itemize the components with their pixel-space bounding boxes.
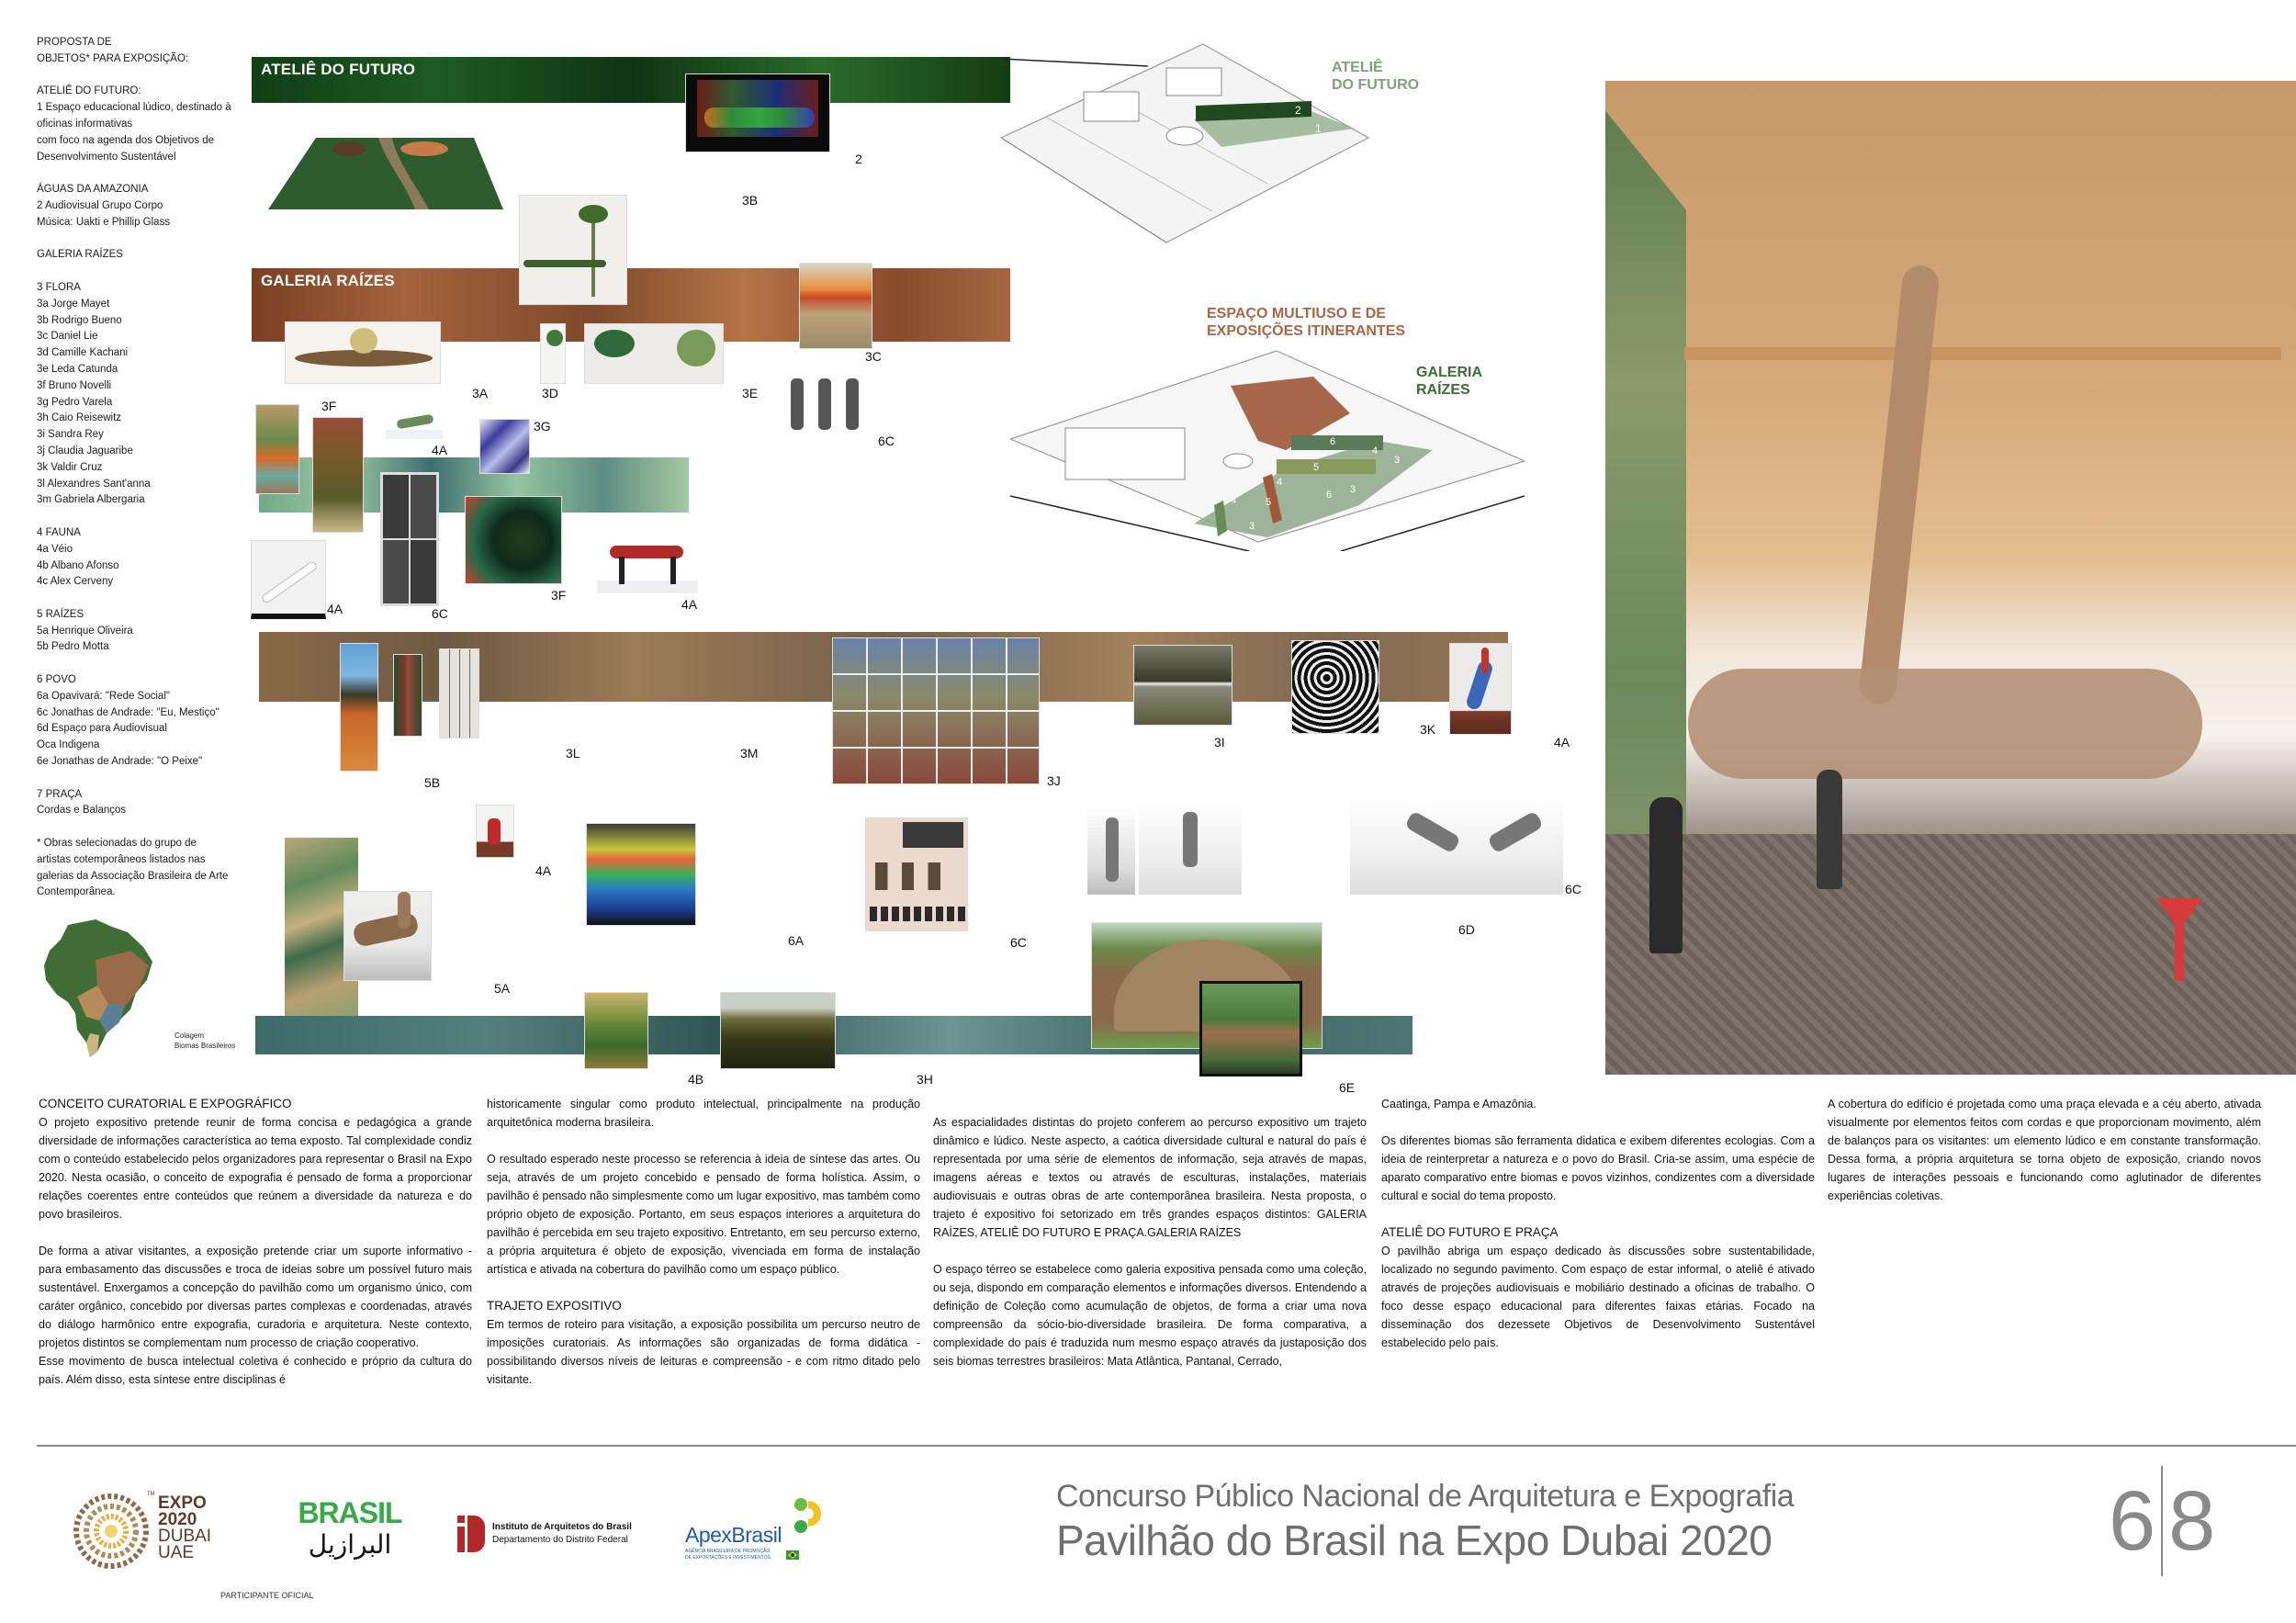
paragraph: Em termos de roteiro para visitação, a exposição possibilita um percurso neutro de imposições curatoriais. As informações são organizadas de forma didática - possibilitando diversos níveis de leituras e compreensão - e com ritmo ditado pelo visitante. (487, 1318, 920, 1386)
brasil-logo (290, 1497, 410, 1561)
artwork-3f-left-image (255, 404, 299, 494)
sidebar-line: 3j Claudia Jaguaribe (37, 445, 133, 456)
svg-text:5: 5 (1313, 462, 1320, 473)
sidebar-line: 3i Sandra Rey (37, 429, 104, 441)
image-label: 5A (494, 981, 511, 996)
artwork-6c-dancers-image (1084, 799, 1572, 898)
atelie-band-title: ATELIÊ DO FUTURO (261, 61, 416, 78)
paragraph: A cobertura do edifício é projetada como uma praça elevada e a céu aberto, ativada visualmente por elementos feitos com cordas e que proporcionam movimento, além de balanços para os visitantes: um elemento lúdico e em constante transformação. Dessa forma, a própria arquitetura se torna objeto de exposição, criando novos lugares de interações pessoais e funcionando como aglutinador de diferentes experiências coletivas. (1828, 1098, 2261, 1202)
sidebar-line: 3e Leda Catunda (37, 363, 118, 375)
brasil-arabic-wordmark: البرازيل (308, 1529, 392, 1560)
image-label: 4A (432, 443, 448, 457)
expo-2020-logo (72, 1492, 246, 1574)
brasil-wordmark: BRASIL (298, 1496, 402, 1529)
brazil-biomes-map (40, 914, 160, 1061)
expo-line: DUBAI (158, 1527, 212, 1546)
sidebar-line: 5b Pedro Motta (37, 641, 109, 653)
sidebar-line: 6a Opavivará: "Rede Social" (37, 690, 170, 702)
apex-subtitle-line: DE EXPORTAÇÕES E INVESTIMENTOS (685, 1555, 771, 1561)
footer-divider (37, 1445, 2296, 1447)
apexbrasil-logo (685, 1497, 823, 1571)
expo-wordmark (158, 1495, 211, 1561)
section-heading: CONCEITO CURATORIAL E EXPOGRÁFICO (39, 1097, 292, 1110)
text-column-5 (1828, 1095, 2261, 1223)
sidebar-line: ÁGUAS DA AMAZONIA (37, 184, 149, 196)
praca-block (37, 787, 257, 820)
page-separator (2161, 1466, 2163, 1576)
sidebar-line: Contemporânea. (37, 886, 116, 898)
artwork-4a-blue-red-image (1449, 643, 1512, 735)
artwork-6e-peixe-image (1199, 981, 1302, 1076)
artwork-5b-image (340, 643, 378, 772)
artwork-6c-exhibit-image (865, 817, 968, 931)
sidebar-line: 3f Bruno Novelli (37, 379, 112, 391)
sidebar-line: OBJETOS* PARA EXPOSIÇÃO: (37, 52, 189, 64)
objects-list-sidebar (37, 35, 257, 918)
svg-text:4: 4 (1277, 477, 1283, 488)
artwork-3b-image (519, 195, 627, 305)
paragraph: O projeto expositivo pretende reunir de forma concisa e pedagógica a grande diversidade de informações característica ao tema exposto. Tal complexidade condiz com o conteúdo estabelecido pelos organizadores para representar o Brasil na Expo 2020. Nesta ocasião, o conceito de expografia é pensado de forma a proporcionar relações coerentes entre conteúdos que reúnem a diversidade da natureza e do povo brasileiros. (39, 1116, 472, 1221)
image-label: 6C (432, 606, 448, 621)
sidebar-line: 3k Valdir Cruz (37, 461, 103, 473)
page-indicator (2109, 1466, 2215, 1576)
trademark-mark: TM (147, 1492, 155, 1497)
text-column-2 (487, 1095, 920, 1407)
paragraph: As espacialidades distintas do projeto conferem ao percurso expositivo um trajeto dinâmico e lúdico. Neste aspecto, a caótica diversidade cultural e natural do país é representada por uma série de elementos de informação, seja através de mapas, imagens aéreas e textos ou através de esculturas, instalações, materiais audiovisuais e outras obras de arte contemporânea brasileira. Nesta proposta, o trajeto é expositivo foi setorizado em três grandes espaços distintos: GALERIA RAÍZES, ATELIÊ DO FUTURO E PRAÇA.GALERIA RAÍZES (933, 1116, 1367, 1239)
artwork-3l-image (393, 654, 422, 737)
text-column-3 (933, 1113, 1367, 1389)
apex-wordmark: ApexBrasil (685, 1523, 782, 1547)
galeria-band-title: GALERIA RAÍZES (261, 272, 395, 289)
image-label: 3I (1214, 735, 1225, 750)
svg-text:3: 3 (1249, 521, 1255, 532)
artwork-6a-hammocks-image (586, 823, 696, 926)
image-label: 6C (1010, 935, 1027, 950)
atelie-block (37, 84, 257, 165)
competition-title: Concurso Público Nacional de Arquitetura e Expografia (1056, 1479, 1795, 1514)
grupo-corpo-video-image (685, 73, 830, 152)
image-label: 3L (566, 746, 580, 761)
project-title: Pavilhão do Brasil na Expo Dubai 2020 (1056, 1516, 1773, 1564)
image-label: 3J (1047, 773, 1061, 788)
paragraph: Caatinga, Pampa e Amazônia. (1381, 1098, 1536, 1110)
aguas-block (37, 182, 257, 231)
sidebar-line: 3m Gabriela Albergaria (37, 494, 145, 506)
visitor-figure (1817, 770, 1842, 889)
artwork-3e-image (584, 323, 724, 384)
iab-mark-icon (457, 1516, 485, 1552)
svg-text:3: 3 (1350, 484, 1356, 495)
paragraph: O espaço térreo se estabelece como galeria expositiva pensada como uma coleção, ou seja, dispondo em comparação elementos e informações diversos. Entendendo a definição de Coleção como acumulação de objetos, de forma a criar uma nova compreensão da sócio-bio-diversidade brasileira. De forma comparativa, a complexidade do país é traduzida num mesmo espaço através da justaposição dos seis biomas terrestres brasileiros: Mata Atlântica, Pantanal, Cerrado, (933, 1263, 1367, 1368)
sidebar-line: 6d Espaço para Audiovisual (37, 723, 167, 735)
artwork-3h-tree-image (312, 417, 364, 533)
svg-text:4: 4 (1231, 495, 1237, 506)
expo-line: UAE (158, 1543, 195, 1562)
image-label: 4A (1554, 735, 1570, 750)
image-label: 4A (681, 597, 698, 612)
sidebar-line: com foco na agenda dos Objetivos de (37, 134, 215, 146)
artwork-6c-portraits-image (380, 472, 439, 606)
expo-line: 2020 (158, 1510, 197, 1529)
sidebar-line: PROPOSTA DE (37, 37, 112, 48)
sidebar-line: ATELIÊ DO FUTURO: (37, 85, 141, 97)
page-current: 6 (2109, 1473, 2156, 1568)
section-heading: ATELIÊ DO FUTURO E PRAÇA (1381, 1225, 1559, 1239)
iab-department: Departamento do Distrito Federal (492, 1535, 628, 1545)
svg-text:2: 2 (1295, 104, 1301, 117)
image-label: 3F (551, 588, 567, 603)
artwork-3c-image (799, 263, 872, 349)
image-label: 2 (855, 152, 862, 166)
mezzanine-slab (1684, 347, 2281, 360)
brazil-map-icon (40, 914, 160, 1061)
image-label: 3F (321, 399, 337, 413)
sidebar-line: 6 POVO (37, 674, 76, 686)
svg-text:1: 1 (1315, 122, 1322, 135)
map-caption-line: Colagem (174, 1031, 205, 1040)
povo-block (37, 672, 257, 771)
sidebar-line: * Obras selecionadas do grupo de (37, 838, 197, 850)
image-label: 6A (788, 933, 805, 948)
image-label: 4A (327, 602, 343, 616)
sidebar-line: galerias da Associação Brasileira de Arte (37, 870, 229, 882)
image-label: 3H (917, 1072, 933, 1087)
image-label: 3C (865, 349, 882, 364)
sidebar-line: 5 RAÍZES (37, 608, 84, 620)
artwork-3d-image (540, 323, 566, 384)
artwork-4a-green-image (386, 404, 443, 441)
sidebar-line: 6e Jonathas de Andrade: "O Peixe" (37, 756, 203, 768)
sidebar-line: Oca Indigena (37, 739, 100, 751)
map-caption-line: Biomas Brasileiros (174, 1042, 236, 1050)
sidebar-line: 7 PRAÇA (37, 788, 83, 800)
map-caption (174, 1031, 235, 1051)
sidebar-line: 5a Henrique Oliveira (37, 625, 133, 637)
image-label: 3D (542, 386, 558, 400)
svg-text:3: 3 (1394, 455, 1401, 466)
diagram-label-line: GALERIA (1416, 365, 1482, 380)
artwork-3k-image (1291, 640, 1379, 734)
raizes-block (37, 607, 257, 656)
sidebar-line: Desenvolvimento Sustentável (37, 151, 176, 163)
apex-symbol-icon (790, 1497, 821, 1534)
artwork-4b-painting-image (584, 992, 648, 1069)
image-label: 3E (742, 386, 759, 400)
sidebar-line: 3 FLORA (37, 281, 81, 293)
svg-text:6: 6 (1326, 490, 1333, 501)
diagram-label-line: DO FUTURO (1332, 77, 1420, 93)
sidebar-line: 3d Camille Kachani (37, 347, 129, 359)
image-label: 6C (1565, 882, 1581, 896)
image-label: 3G (534, 419, 551, 434)
brazil-flag-icon (786, 1550, 799, 1560)
sidebar-line: 4a Véio (37, 543, 73, 555)
sidebar-line: Música: Uakti e Phillip Glass (37, 216, 171, 228)
diagram-label-line: RAÍZES (1416, 382, 1470, 398)
expo-ring-icon (72, 1492, 151, 1571)
svg-text:3: 3 (1212, 532, 1219, 543)
image-label: 3A (472, 386, 489, 400)
pavilion-interior-render (1605, 81, 2296, 1075)
galeria-block (37, 247, 257, 264)
paragraph: Os diferentes biomas são ferramenta didatica e exibem diferentes ecologias. Com a ideia de reinterpretar a natureza e o povo do Brasil. Cria-se assim, uma espécie de aparato comparativo entre biomas e povos vizinhos, condizentes com a diversidade cultural e social do tema proposto. (1381, 1134, 1815, 1202)
image-label: 6E (1339, 1080, 1356, 1095)
image-label: 3M (740, 746, 759, 761)
artwork-6c-figures-image (785, 375, 868, 434)
diagram-label-line: ATELIÊ (1332, 60, 1383, 75)
artwork-4a-white-image (251, 540, 326, 619)
artwork-3f-jungle-image (465, 496, 562, 584)
paragraph: De forma a ativar visitantes, a exposição pretende criar um suporte informativo - para embasamento das discussões e troca de ideias sobre um possível futuro mais sustentável. Enxergamos a concepção do pavilhão como um organismo único, com caráter orgânico, concebido por diversas partes complexas e coordenadas, através do diálogo harmônico entre expografia, curadoria e arquitetura. Neste contexto, projetos distintos se complementam num processo de criação cooperativo. (39, 1245, 472, 1349)
svg-text:4: 4 (1372, 445, 1379, 456)
iab-logo (457, 1514, 632, 1554)
image-label: 4B (688, 1072, 704, 1087)
paragraph: O resultado esperado neste processo se referencia à ideia de síntese das artes. Ou seja, através de um projeto concebido e pensado de forma holística. Assim, o pavilhão é pensado não simplesmente como um lugar expositivo, mas também como próprio objeto de exposição. Portanto, em seus espaços interiores a arquitetura do pavilhão é percebida em seu trajeto expositivo. Entretanto, em seu percurso externo, a própria arquitetura é objeto de exposição, vivenciada em forma de instalação artística e ativada na cobertura do pavilhão como um espaço público. (487, 1153, 920, 1276)
intro-block (37, 35, 257, 68)
artwork-3j-grid-image (832, 637, 1040, 784)
sidebar-line: GALERIA RAÍZES (37, 249, 123, 261)
sidebar-line: Cordas e Balanços (37, 805, 127, 817)
artwork-5a-roots-image (343, 891, 432, 981)
apex-subtitle-line: AGÊNCIA BRASILEIRA DE PROMOÇÃO (685, 1549, 771, 1554)
diagram-label-line: EXPOSIÇÕES ITINERANTES (1207, 323, 1406, 339)
section-heading: TRAJETO EXPOSITIVO (487, 1299, 622, 1313)
sidebar-line: 4c Alex Cerveny (37, 576, 114, 588)
expo-line: EXPO (158, 1493, 207, 1513)
artwork-4a-red-bench-image (597, 538, 698, 595)
sidebar-line: 6c Jonathas de Andrade: "Eu, Mestiço" (37, 706, 219, 718)
image-label: 6D (1458, 922, 1475, 937)
hanging-root-sculpture (1858, 264, 1941, 706)
svg-text:5: 5 (1266, 497, 1272, 508)
paragraph: O pavilhão abriga um espaço dedicado às discussões sobre sustentabilidade, localizado no segundo pavimento. Com espaço de estar informal, o ateliê é ativado através de projeções audiovisuais e mobiliário destinado a oficinas de trabalho. O foco desse espaço educacional para diferentes faixas etárias. Focado na disseminação dos dezessete Objetivos de Desenvolvimento Sustentável estabelecido pelo país. (1381, 1245, 1815, 1349)
multiuso-diagram-label (1207, 305, 1405, 340)
apex-subtitle (685, 1549, 771, 1561)
sidebar-line: 3h Caio Reisewitz (37, 412, 122, 424)
artwork-3h-mountain-image (720, 992, 836, 1069)
paragraph: Esse movimento de busca intelectual coletiva é conhecido e próprio da cultura do país. Além disso, esta síntese entre disciplinas é (39, 1355, 472, 1386)
image-label: 3B (742, 193, 759, 208)
svg-text:6: 6 (1330, 436, 1336, 447)
sidebar-line: 4b Albano Afonso (37, 559, 119, 571)
atelie-diagram-label (1332, 59, 1419, 94)
iab-name: Instituto de Arquitetos do Brasil (492, 1522, 632, 1532)
cobblestone-floor (1605, 834, 2296, 1075)
diagram-label-line: ESPAÇO MULTIUSO E DE (1207, 306, 1386, 321)
image-label: 3K (1420, 722, 1436, 737)
sidebar-line: artistas cotemporâneos listados nas (37, 853, 206, 865)
sidebar-line: 4 FAUNA (37, 526, 81, 538)
sidebar-line: oficinas informativas (37, 118, 133, 130)
root-knot-sculpture (1688, 669, 2202, 779)
artwork-3a-image (285, 321, 441, 384)
sidebar-line: 2 Audiovisual Grupo Corpo (37, 199, 163, 211)
fauna-block (37, 525, 257, 591)
artwork-3g-image (479, 419, 530, 474)
image-label: 6C (878, 434, 895, 448)
sidebar-line: 3c Daniel Lie (37, 331, 98, 343)
participante-oficial-label: PARTICIPANTE OFICIAL (220, 1591, 314, 1600)
image-label: 4A (535, 863, 552, 878)
sidebar-line: 1 Espaço educacional lúdico, destinado à (37, 102, 231, 114)
galeria-diagram-label (1416, 364, 1482, 399)
atelie-band-image (252, 57, 1010, 103)
page-total: 8 (2168, 1473, 2216, 1568)
text-column-4 (1381, 1095, 1815, 1370)
artwork-3i-image (1133, 645, 1232, 726)
artwork-4a-red-chair-image (476, 805, 514, 858)
footnote-block (37, 836, 257, 901)
kids-on-aerial-map-image (268, 138, 544, 216)
sidebar-line: 3g Pedro Varela (37, 396, 113, 408)
flora-block (37, 280, 257, 509)
image-label: 5B (424, 775, 441, 790)
text-column-1 (39, 1095, 472, 1407)
sidebar-line: 3l Alexandres Sant'anna (37, 478, 151, 490)
paragraph: historicamente singular como produto intelectual, principalmente na produção arquitetônica moderna brasileira. (487, 1098, 920, 1129)
artwork-3m-image (439, 648, 479, 738)
visitor-figure (1649, 797, 1683, 953)
sidebar-line: 3a Jorge Mayet (37, 298, 110, 310)
sidebar-line: 3b Rodrigo Bueno (37, 314, 122, 326)
